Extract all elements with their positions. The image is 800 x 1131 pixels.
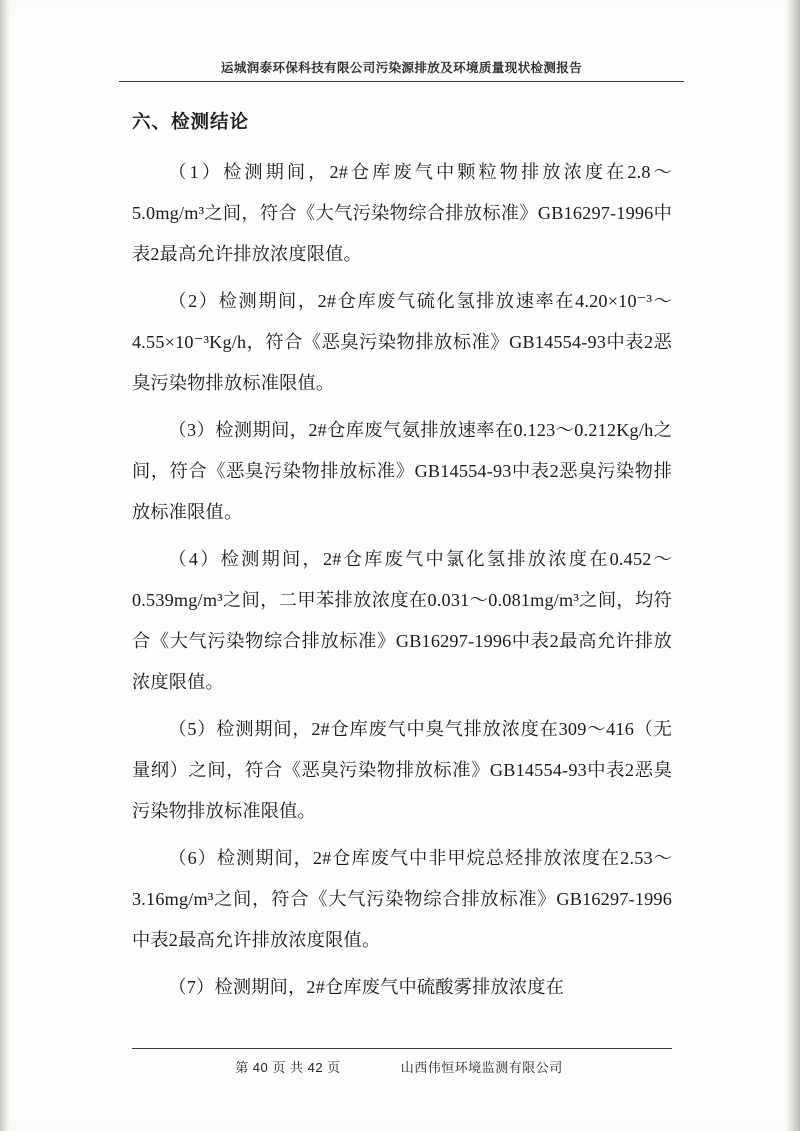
page-footer [14,1057,784,1077]
paragraph-3: （3）检测期间，2#仓库废气氨排放速率在0.123～0.212Kg/h之间，符合《恶臭污染物排放标准》GB14554-93中表2恶臭污染物排放标准限值。 [132,420,672,522]
footer-organization: 山西伟恒环境监测有限公司 [400,1060,563,1075]
paper-sheet [14,10,784,1119]
paragraph-7: （7）检测期间，2#仓库废气中硫酸雾排放浓度在 [168,977,565,997]
page-header [119,58,684,82]
paragraph-2: （2）检测期间，2#仓库废气硫化氢排放速率在4.20×10⁻³～4.55×10⁻³Kg/h，符合《恶臭污染物排放标准》GB14554-93中表2恶臭污染物排放标准限值。 [132,291,672,393]
page-number: 第 40 页 共 42 页 [235,1060,341,1075]
paragraph-6: （6）检测期间，2#仓库废气中非甲烷总烃排放浓度在2.53～3.16mg/m³之间，符合《大气污染物综合排放标准》GB16297-1996中表2最高允许排放浓度限值。 [132,848,672,950]
paragraph-4: （4）检测期间，2#仓库废气中氯化氢排放浓度在0.452～0.539mg/m³之间，二甲苯排放浓度在0.031～0.081mg/m³之间，均符合《大气污染物综合排放标准》GB16297-1996中表2最高允许排放浓度限值。 [132,549,672,692]
page-content [132,108,672,1014]
paragraph-5: （5）检测期间，2#仓库废气中臭气排放浓度在309～416（无量纲）之间，符合《恶臭污染物排放标准》GB14554-93中表2恶臭污染物排放标准限值。 [132,719,672,821]
paragraph-1: （1）检测期间，2#仓库废气中颗粒物排放浓度在2.8～5.0mg/m³之间，符合《大气污染物综合排放标准》GB16297-1996中表2最高允许排放浓度限值。 [132,162,672,264]
section-heading: 六、检测结论 [132,111,250,132]
footer-divider [132,1048,672,1049]
header-divider [119,81,684,82]
header-title: 运城润泰环保科技有限公司污染源排放及环境质量现状检测报告 [220,61,583,75]
